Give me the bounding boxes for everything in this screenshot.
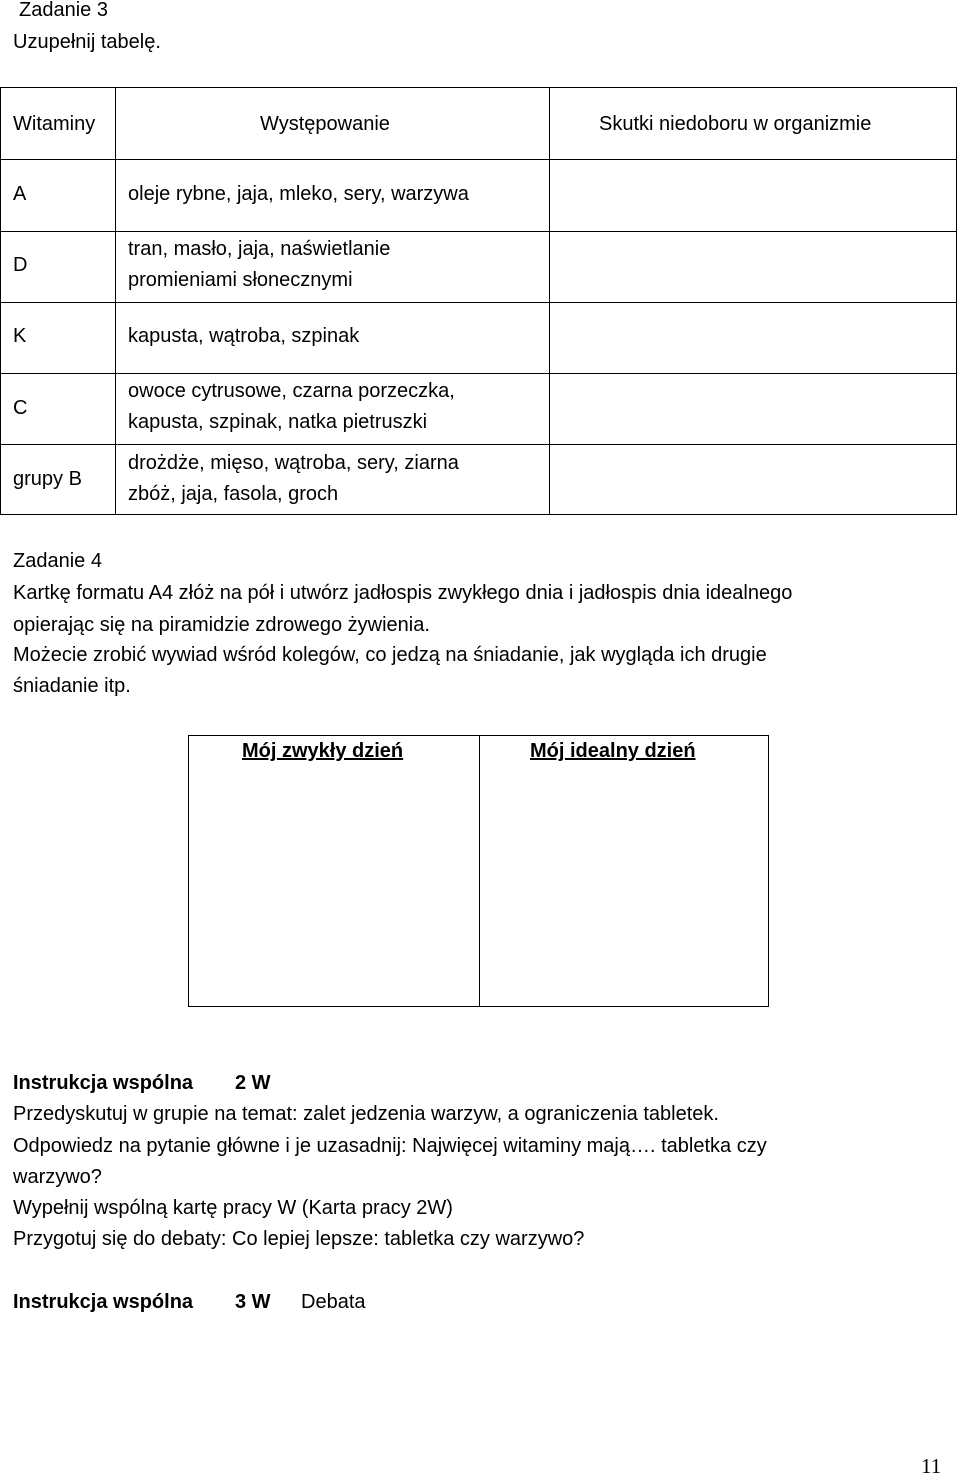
instruction2-line: Wypełnij wspólną kartę pracy W (Karta pracy 2W) <box>13 1197 453 1219</box>
header-usual-day: Mój zwykły dzień <box>242 740 404 762</box>
instruction3-title: Instrukcja wspólna <box>13 1291 194 1313</box>
instruction2-line: Przedyskutuj w grupie na temat: zalet jedzenia warzyw, a ograniczenia tabletek. <box>13 1103 719 1125</box>
occurrence-d-line1: tran, masło, jaja, naświetlanie <box>128 238 391 260</box>
instruction2-line: warzywo? <box>13 1166 102 1188</box>
header-deficiency: Skutki niedoboru w organizmie <box>599 113 872 135</box>
menu-compare-table <box>188 735 769 1007</box>
vitamin-a: A <box>13 183 27 205</box>
instruction3-subtitle: Debata <box>301 1291 366 1313</box>
task4-line: Możecie zrobić wywiad wśród kolegów, co jedzą na śniadanie, jak wygląda ich drugie <box>13 644 767 666</box>
page-number: 11 <box>921 1454 942 1478</box>
occurrence-d-line2: promieniami słonecznymi <box>128 269 353 291</box>
vitamin-k: K <box>13 325 27 347</box>
occurrence-a: oleje rybne, jaja, mleko, sery, warzywa <box>128 183 469 205</box>
occurrence-c-line2: kapusta, szpinak, natka pietruszki <box>128 411 428 433</box>
instruction2-line: Odpowiedz na pytanie główne i je uzasadnij: Najwięcej witaminy mają…. tabletka czy <box>13 1135 767 1157</box>
vitamin-c: C <box>13 397 28 419</box>
vitamins-table <box>0 87 957 515</box>
vitamin-d: D <box>13 254 28 276</box>
instruction2-code: 2 W <box>235 1072 271 1094</box>
task4-line: śniadanie itp. <box>13 675 131 697</box>
task4-line: Kartkę formatu A4 złóż na pół i utwórz jadłospis zwykłego dnia i jadłospis dnia idealnego <box>13 582 793 604</box>
instruction2-line: Przygotuj się do debaty: Co lepiej lepsze: tabletka czy warzywo? <box>13 1228 585 1250</box>
instruction3-code: 3 W <box>235 1291 271 1313</box>
task4-line: opierając się na piramidzie zdrowego żywienia. <box>13 614 430 636</box>
vitamin-b-group: grupy B <box>13 468 82 490</box>
occurrence-k: kapusta, wątroba, szpinak <box>128 325 360 347</box>
task3-title: Zadanie 3 <box>19 0 108 21</box>
occurrence-b-line2: zbóż, jaja, fasola, groch <box>128 483 339 505</box>
task4-title: Zadanie 4 <box>13 550 102 572</box>
header-ideal-day: Mój idealny dzień <box>530 740 696 762</box>
header-vitamins: Witaminy <box>13 113 96 135</box>
occurrence-c-line1: owoce cytrusowe, czarna porzeczka, <box>128 380 455 402</box>
occurrence-b-line1: drożdże, mięso, wątroba, sery, ziarna <box>128 452 459 474</box>
instruction2-title: Instrukcja wspólna <box>13 1072 194 1094</box>
header-occurrence: Występowanie <box>260 113 390 135</box>
task3-instruction: Uzupełnij tabelę. <box>13 31 161 53</box>
